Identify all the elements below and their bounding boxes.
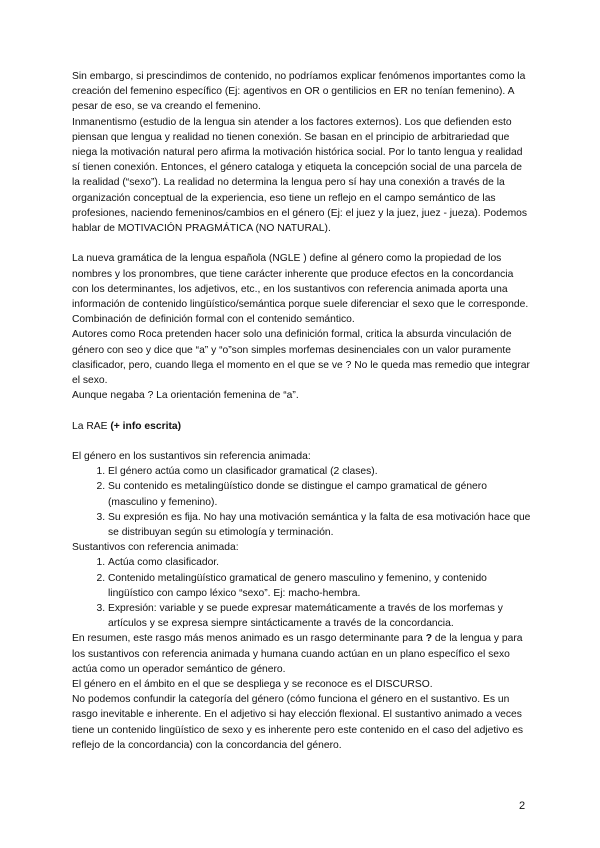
list-item: 3. Expresión: variable y se puede expresar matemáticamente a través de los morfemas y artículos y se expresa siempre sintácticamente a través de la concordancia. (108, 601, 532, 631)
rae-heading (72, 419, 532, 434)
list-item: 2. Contenido metalingüístico gramatical de genero masculino y femenino, y contenido lingüístico con campo léxico “sexo”. Ej: macho-hembra. (108, 571, 532, 601)
page-number: 2 (519, 800, 526, 812)
paragraph-combinacion: Combinación de definición formal con el contenido semántico. (72, 314, 355, 326)
page-content (72, 69, 532, 753)
blank-line (72, 236, 532, 251)
paragraph-roca: Autores como Roca pretenden hacer solo una definición formal, critica la absurda vinculación de género con seo y dice que “a” y “o”son simples morfemas desinenciales con un valor puramente clasificador, pero, cuando llega el momento en el que se ve ? No le queda mas remedio que integrar el sexo. (72, 329, 530, 387)
list-item: 1. El género actúa como un clasificador gramatical (2 clases). (108, 464, 532, 479)
list-item: 2. Su contenido es metalingüístico donde se distingue el campo gramatical de género (masculino y femenino). (108, 479, 532, 509)
paragraph-aunque: Aunque negaba ? La orientación femenina de “a”. (72, 390, 299, 402)
blank-line (72, 403, 532, 418)
list-item: 1. Actúa como clasificador. (108, 555, 532, 570)
animate-list (72, 555, 532, 631)
no-animate-intro: El género en los sustantivos sin referencia animada: (72, 451, 311, 463)
paragraph-sin-embargo: Sin embargo, si prescindimos de contenido, no podríamos explicar fenómenos importantes como la creación del femenino específico (Ej: agentivos en OR o gentilicios en ER no tenían femenino). A pesar de eso, se va creando el femenino. (72, 71, 526, 113)
paragraph-discurso: El género en el ámbito en el que se despliega y se reconoce es el DISCURSO. (72, 679, 433, 691)
rae-heading-note: (+ info escrita) (110, 420, 182, 432)
blank-line (72, 434, 532, 449)
no-animate-list (72, 464, 532, 540)
paragraph-resumen: En resumen, este rasgo más menos animado es un rasgo determinante para ? de la lengua y para los sustantivos con referencia animada y humana cuando actúan en un plano específico el sexo actúa como un operador semántico de género. (72, 633, 523, 675)
paragraph-confundir: No podemos confundir la categoría del género (cómo funciona el género en el sustantivo. Es un rasgo inevitable e inherente. En el adjetivo si hay elección flexional. El sustantivo animado a veces tiene un contenido lingüístico de sexo y es inherente pero este contenido en el caso del adjetivo es reflejo de la concordancia) con la concordancia del género. (72, 694, 524, 751)
rae-heading-label: La RAE (72, 420, 108, 432)
list-item: 3. Su expresión es fija. No hay una motivación semántica y la falta de esa motivación hace que se distribuyan según su etimología y terminación. (108, 510, 532, 540)
animate-intro: Sustantivos con referencia animada: (72, 542, 239, 554)
paragraph-ngle: La nueva gramática de la lengua española (NGLE ) define al género como la propiedad de los nombres y los pronombres, que tiene carácter inherente que produce efectos en la concordancia con los determinantes, los adjetivos, etc., en los sustantivos con referencia animada aporta una información de contenido lingüístico/semántica porque suele diferenciar el sexo que le corresponde. (72, 253, 529, 311)
question-mark: ? (425, 633, 433, 645)
paragraph-inmanentismo: Inmanentismo (estudio de la lengua sin atender a los factores externos). Los que defienden esto piensan que lengua y realidad no tienen conexión. Se basan en el principio de arbitrariedad que niega la motivación natural pero afirma la motivación histórica social. Por lo tanto lengua y realidad sí tienen conexión. Entonces, el género cataloga y etiqueta la concepción social de una parcela de la realidad (“sexo”). La realidad no determina la lengua pero sí hay una conexión a través de la organización conceptual de la experiencia, eso tiene un reflejo en el campo semántico de las profesiones, naciendo femeninos/cambios en el género (Ej: el juez y la juez, juez - jueza). Podemos hablar de MOTIVACIÓN PRAGMÁTICA (NO NATURAL). (72, 116, 528, 235)
